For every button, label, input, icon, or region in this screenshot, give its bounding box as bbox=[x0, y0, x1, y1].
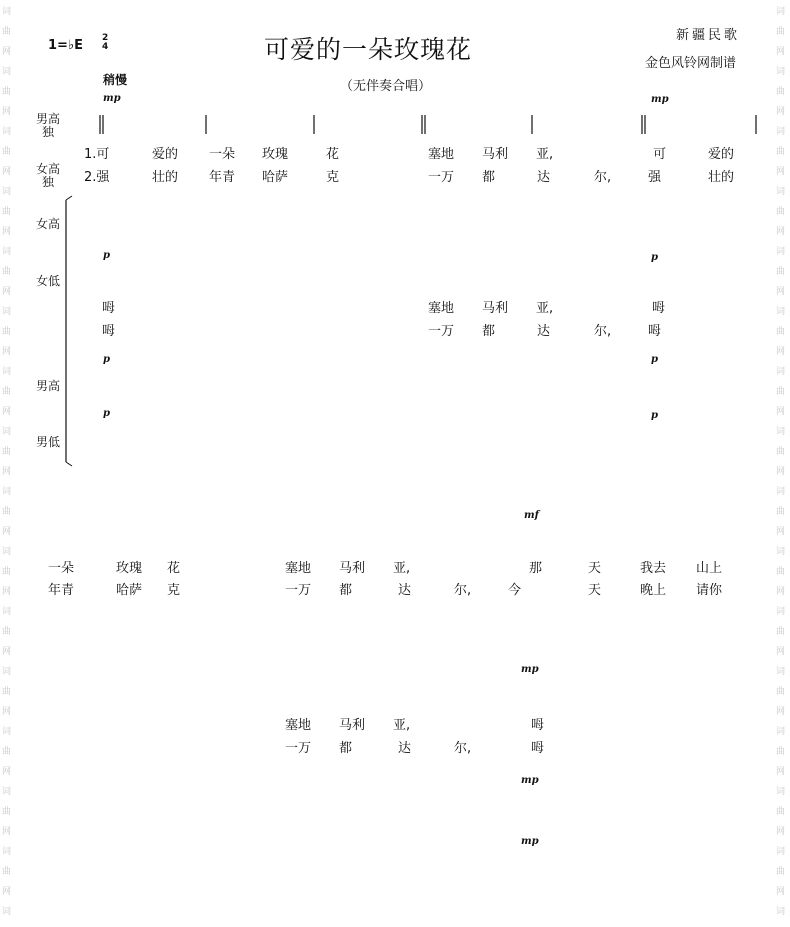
watermark-glyph: 网 bbox=[776, 827, 786, 837]
watermark-glyph: 网 bbox=[776, 347, 786, 357]
watermark-glyph: 曲 bbox=[2, 267, 12, 277]
watermark-glyph: 词 bbox=[2, 127, 12, 137]
voice-label-female-solo: 女高独 bbox=[35, 162, 60, 189]
watermark-glyph: 网 bbox=[776, 107, 786, 117]
lyric-syllable: 今 bbox=[508, 583, 522, 598]
system-bracket bbox=[66, 462, 72, 466]
watermark-glyph: 网 bbox=[2, 287, 12, 297]
system-bracket bbox=[66, 196, 72, 200]
watermark-glyph: 网 bbox=[776, 227, 786, 237]
watermark-glyph: 曲 bbox=[776, 387, 786, 397]
voice-label-tenor: 男高 bbox=[35, 379, 60, 393]
dynamic-mf: mf bbox=[524, 510, 539, 521]
watermark-glyph: 词 bbox=[2, 247, 12, 257]
watermark-glyph: 网 bbox=[2, 647, 12, 657]
watermark-glyph: 词 bbox=[776, 187, 786, 197]
watermark-glyph: 词 bbox=[2, 907, 12, 917]
dynamic-p: p bbox=[651, 410, 658, 421]
lyric-syllable: 尔, bbox=[454, 741, 472, 756]
lyric-syllable: 亚, bbox=[393, 718, 411, 733]
watermark-glyph: 网 bbox=[2, 167, 12, 177]
watermark-glyph: 曲 bbox=[776, 207, 786, 217]
watermark-glyph: 曲 bbox=[776, 147, 786, 157]
song-origin: 新疆民歌 bbox=[676, 28, 741, 43]
lyric-syllable: 塞地 bbox=[428, 147, 455, 162]
lyric-syllable: 年青 bbox=[48, 583, 75, 598]
watermark-glyph: 曲 bbox=[776, 627, 786, 637]
watermark-glyph: 网 bbox=[2, 587, 12, 597]
watermark-glyph: 网 bbox=[2, 707, 12, 717]
score-subtitle: （无伴奏合唱） bbox=[340, 79, 432, 94]
watermark-glyph: 词 bbox=[2, 187, 12, 197]
watermark-glyph: 词 bbox=[2, 787, 12, 797]
watermark-glyph: 词 bbox=[776, 847, 786, 857]
dynamic-mp: mp bbox=[103, 93, 121, 104]
watermark-glyph: 网 bbox=[2, 527, 12, 537]
dynamic-mp: mp bbox=[521, 664, 539, 675]
watermark-glyph: 词 bbox=[2, 667, 12, 677]
watermark-glyph: 词 bbox=[2, 7, 12, 17]
watermark-glyph: 网 bbox=[2, 47, 12, 57]
lyric-syllable: 塞地 bbox=[428, 301, 455, 316]
lyric-syllable: 达 bbox=[537, 324, 551, 339]
watermark-glyph: 词 bbox=[2, 367, 12, 377]
watermark-glyph: 网 bbox=[2, 767, 12, 777]
lyric-syllable: 哈萨 bbox=[116, 583, 143, 598]
watermark-glyph: 网 bbox=[776, 407, 786, 417]
watermark-glyph: 词 bbox=[2, 487, 12, 497]
lyric-syllable: 壮的 bbox=[708, 170, 735, 185]
lyric-syllable: 达 bbox=[398, 741, 412, 756]
lyric-syllable: 一万 bbox=[428, 324, 455, 339]
lyric-syllable: 都 bbox=[339, 583, 353, 598]
lyric-syllable: 呣 bbox=[102, 324, 116, 339]
watermark-glyph: 词 bbox=[776, 547, 786, 557]
lyric-syllable: 那 bbox=[529, 561, 543, 576]
watermark-glyph: 网 bbox=[776, 887, 786, 897]
watermark-glyph: 词 bbox=[776, 787, 786, 797]
lyric-syllable: 爱的 bbox=[152, 147, 179, 162]
lyric-syllable: 尔, bbox=[594, 170, 612, 185]
watermark-glyph: 词 bbox=[2, 607, 12, 617]
dynamic-p: p bbox=[103, 354, 110, 365]
lyric-syllable: 1.可 bbox=[84, 147, 110, 162]
watermark-glyph: 词 bbox=[776, 367, 786, 377]
lyric-syllable: 都 bbox=[482, 170, 496, 185]
tempo-marking: 稍慢 bbox=[103, 73, 128, 87]
lyric-syllable: 年青 bbox=[209, 170, 236, 185]
watermark-glyph: 曲 bbox=[776, 267, 786, 277]
watermark-glyph: 网 bbox=[776, 767, 786, 777]
watermark-glyph: 词 bbox=[2, 427, 12, 437]
dynamic-p: p bbox=[651, 252, 658, 263]
watermark-glyph: 曲 bbox=[2, 507, 12, 517]
lyric-syllable: 达 bbox=[398, 583, 412, 598]
lyric-syllable: 晚上 bbox=[640, 583, 667, 598]
lyric-syllable: 克 bbox=[167, 583, 181, 598]
time-signature: 2 4 bbox=[102, 33, 109, 52]
lyric-syllable: 亚, bbox=[536, 147, 554, 162]
lyric-syllable: 亚, bbox=[393, 561, 411, 576]
lyric-syllable: 花 bbox=[326, 147, 340, 162]
voice-label-alto: 女低 bbox=[35, 274, 60, 288]
watermark-glyph: 网 bbox=[776, 647, 786, 657]
watermark-glyph: 网 bbox=[776, 287, 786, 297]
watermark-glyph: 曲 bbox=[2, 207, 12, 217]
lyric-syllable: 尔, bbox=[594, 324, 612, 339]
lyric-syllable: 达 bbox=[537, 170, 551, 185]
lyric-syllable: 强 bbox=[648, 170, 662, 185]
watermark-glyph: 曲 bbox=[2, 27, 12, 37]
lyric-syllable: 哈萨 bbox=[262, 170, 289, 185]
watermark-glyph: 网 bbox=[2, 107, 12, 117]
watermark-glyph: 词 bbox=[776, 727, 786, 737]
lyric-syllable: 爱的 bbox=[708, 147, 735, 162]
lyric-syllable: 天 bbox=[588, 583, 602, 598]
lyric-syllable: 尔, bbox=[454, 583, 472, 598]
watermark-glyph: 网 bbox=[776, 527, 786, 537]
watermark-glyph: 网 bbox=[776, 707, 786, 717]
watermark-glyph: 曲 bbox=[776, 807, 786, 817]
watermark-glyph: 曲 bbox=[776, 447, 786, 457]
watermark-glyph: 曲 bbox=[2, 87, 12, 97]
watermark-glyph: 词 bbox=[776, 427, 786, 437]
watermark-glyph: 词 bbox=[2, 727, 12, 737]
watermark-glyph: 曲 bbox=[2, 687, 12, 697]
lyric-syllable: 玫瑰 bbox=[116, 561, 143, 576]
voice-label-male-solo: 男高独 bbox=[35, 112, 60, 139]
lyric-syllable: 亚, bbox=[536, 301, 554, 316]
dynamic-mp: mp bbox=[521, 775, 539, 786]
voice-label-bass: 男低 bbox=[35, 435, 60, 449]
watermark-glyph: 曲 bbox=[776, 327, 786, 337]
lyric-syllable: 可 bbox=[653, 147, 667, 162]
lyric-syllable: 一朵 bbox=[48, 561, 75, 576]
lyric-syllable: 花 bbox=[167, 561, 181, 576]
watermark-glyph: 网 bbox=[2, 347, 12, 357]
score-credit: 金色风铃网制谱 bbox=[645, 56, 737, 71]
watermark-glyph: 曲 bbox=[2, 567, 12, 577]
lyric-syllable: 玫瑰 bbox=[262, 147, 289, 162]
lyric-syllable: 马利 bbox=[482, 301, 509, 316]
lyric-syllable: 呣 bbox=[531, 741, 545, 756]
watermark-glyph: 词 bbox=[776, 7, 786, 17]
lyric-syllable: 壮的 bbox=[152, 170, 179, 185]
watermark-glyph: 词 bbox=[2, 67, 12, 77]
watermark-glyph: 网 bbox=[776, 167, 786, 177]
watermark-glyph: 曲 bbox=[2, 327, 12, 337]
watermark-glyph: 曲 bbox=[776, 687, 786, 697]
watermark-glyph: 词 bbox=[776, 607, 786, 617]
watermark-glyph: 曲 bbox=[2, 147, 12, 157]
lyric-syllable: 山上 bbox=[696, 561, 723, 576]
watermark-glyph: 词 bbox=[776, 907, 786, 917]
lyric-syllable: 呣 bbox=[102, 301, 116, 316]
page-title: 可爱的一朵玫瑰花 bbox=[264, 35, 473, 64]
watermark-glyph: 词 bbox=[776, 307, 786, 317]
lyric-syllable: 都 bbox=[482, 324, 496, 339]
lyric-syllable: 一朵 bbox=[209, 147, 236, 162]
lyric-syllable: 马利 bbox=[339, 561, 366, 576]
watermark-glyph: 曲 bbox=[2, 627, 12, 637]
watermark-glyph: 词 bbox=[776, 667, 786, 677]
watermark-glyph: 曲 bbox=[776, 507, 786, 517]
lyric-syllable: 2.强 bbox=[84, 170, 110, 185]
dynamic-p: p bbox=[103, 250, 110, 261]
watermark-glyph: 曲 bbox=[2, 807, 12, 817]
watermark-glyph: 词 bbox=[776, 127, 786, 137]
watermark-glyph: 曲 bbox=[776, 27, 786, 37]
watermark-glyph: 网 bbox=[2, 227, 12, 237]
lyric-syllable: 一万 bbox=[428, 170, 455, 185]
watermark-glyph: 词 bbox=[776, 67, 786, 77]
voice-label-soprano: 女高 bbox=[35, 217, 60, 231]
watermark-glyph: 曲 bbox=[776, 567, 786, 577]
dynamic-p: p bbox=[103, 408, 110, 419]
dynamic-mp: mp bbox=[651, 94, 669, 105]
lyric-syllable: 马利 bbox=[339, 718, 366, 733]
lyric-syllable: 我去 bbox=[640, 561, 667, 576]
watermark-glyph: 网 bbox=[2, 467, 12, 477]
dynamic-p: p bbox=[651, 354, 658, 365]
watermark-glyph: 曲 bbox=[2, 447, 12, 457]
watermark-glyph: 曲 bbox=[2, 747, 12, 757]
key-signature: 1=♭E bbox=[48, 38, 83, 53]
watermark-glyph: 网 bbox=[776, 587, 786, 597]
lyric-syllable: 请你 bbox=[696, 583, 723, 598]
lyric-syllable: 克 bbox=[326, 170, 340, 185]
watermark-glyph: 网 bbox=[2, 887, 12, 897]
lyric-syllable: 都 bbox=[339, 741, 353, 756]
watermark-glyph: 曲 bbox=[776, 87, 786, 97]
watermark-glyph: 词 bbox=[776, 247, 786, 257]
watermark-glyph: 词 bbox=[776, 487, 786, 497]
lyric-syllable: 呣 bbox=[652, 301, 666, 316]
watermark-glyph: 网 bbox=[2, 407, 12, 417]
watermark-glyph: 曲 bbox=[2, 867, 12, 877]
lyric-syllable: 一万 bbox=[285, 583, 312, 598]
lyric-syllable: 塞地 bbox=[285, 718, 312, 733]
lyric-syllable: 一万 bbox=[285, 741, 312, 756]
watermark-glyph: 词 bbox=[2, 547, 12, 557]
watermark-glyph: 网 bbox=[776, 47, 786, 57]
dynamic-mp: mp bbox=[521, 836, 539, 847]
lyric-syllable: 天 bbox=[588, 561, 602, 576]
lyric-syllable: 塞地 bbox=[285, 561, 312, 576]
watermark-glyph: 网 bbox=[776, 467, 786, 477]
watermark-glyph: 词 bbox=[2, 307, 12, 317]
watermark-glyph: 词 bbox=[2, 847, 12, 857]
watermark-glyph: 网 bbox=[2, 827, 12, 837]
lyric-syllable: 呣 bbox=[648, 324, 662, 339]
lyric-syllable: 呣 bbox=[531, 718, 545, 733]
watermark-glyph: 曲 bbox=[776, 747, 786, 757]
watermark-glyph: 曲 bbox=[776, 867, 786, 877]
watermark-glyph: 曲 bbox=[2, 387, 12, 397]
lyric-syllable: 马利 bbox=[482, 147, 509, 162]
